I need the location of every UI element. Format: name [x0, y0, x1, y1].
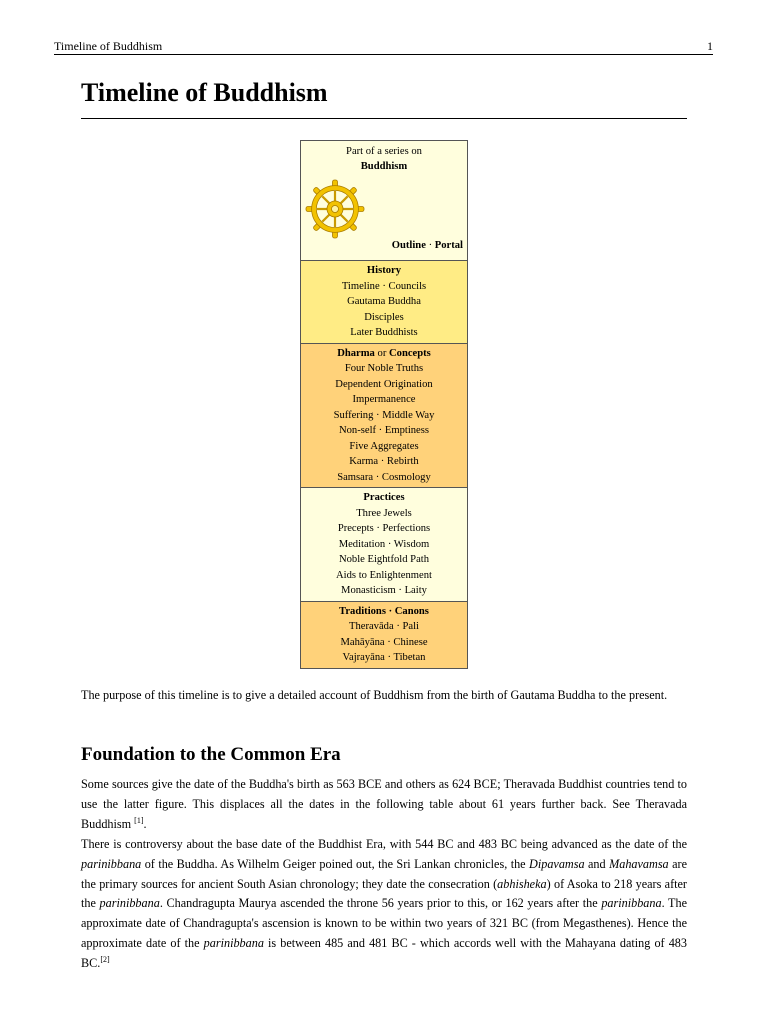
- italic-term: parinibbana: [81, 856, 142, 871]
- paragraph-buddhist-era: [81, 835, 687, 974]
- history-title[interactable]: History: [366, 265, 402, 276]
- text-run: . Chandragupta Maurya ascended the throne 56 years prior to this, or 162 years after the: [159, 896, 602, 911]
- concepts-link[interactable]: Concepts: [389, 347, 431, 359]
- or-word: or: [377, 347, 387, 359]
- paragraph-text: Some sources give the date of the Buddha's birth as 563 BCE and others as 624 BCE; Theravada Buddhist countries tend to use the latter figure. This displaces all the dates in the following table about 61 years further back. See Theravada Buddhism: [81, 777, 687, 831]
- italic-term: Mahavamsa: [609, 856, 669, 871]
- page-header: [54, 38, 713, 55]
- dharma-wheel-icon: [303, 177, 367, 241]
- buddhism-series-sidebar: [300, 140, 468, 669]
- sidebar-row[interactable]: Disciples: [364, 311, 404, 323]
- sidebar-row[interactable]: Dependent Origination: [335, 378, 433, 390]
- italic-term: parinibbana: [203, 935, 264, 950]
- sidebar-row[interactable]: Meditation · Wisdom: [338, 538, 430, 550]
- outline-link[interactable]: Outline: [391, 240, 426, 251]
- sidebar-row[interactable]: Non-self · Emptiness: [338, 425, 430, 436]
- series-label: Part of a series on: [346, 146, 422, 157]
- sidebar-row[interactable]: Impermanence: [352, 394, 416, 405]
- sidebar-row[interactable]: Vajrayāna · Tibetan: [342, 652, 426, 663]
- text-run: is between 485 and 481 BC - which accords well with the Mahayana dating of 483 BC.: [81, 935, 687, 970]
- sidebar-row[interactable]: Four Noble Truths: [344, 363, 424, 374]
- sidebar-row[interactable]: Aids to Enlightenment: [336, 569, 432, 581]
- sidebar-row[interactable]: Monasticism · Laity: [341, 585, 427, 596]
- italic-term: parinibbana: [99, 896, 160, 911]
- dharma-section: [301, 344, 467, 489]
- citation-link[interactable]: [1]: [134, 815, 144, 825]
- text-run: . The approximate date of Chandragupta's ascension is known to be within two years of 321 BC (from Megasthenes). Hence the approximate date of the: [81, 896, 688, 950]
- document-title: Timeline of Buddhism: [81, 76, 687, 119]
- section-heading: Foundation to the Common Era: [81, 744, 341, 765]
- running-title: Timeline of Buddhism: [54, 39, 163, 53]
- sidebar-row[interactable]: Suffering · Middle Way: [333, 409, 435, 421]
- sidebar-row[interactable]: Precepts · Perfections: [337, 523, 431, 534]
- sidebar-row[interactable]: Five Aggregates: [349, 440, 419, 452]
- practices-title[interactable]: Practices: [363, 492, 405, 503]
- sidebar-row[interactable]: Mahāyāna · Chinese: [340, 636, 428, 648]
- sidebar-row[interactable]: Timeline · Councils: [341, 280, 427, 292]
- italic-term: parinibbana: [601, 896, 662, 911]
- italic-term: abhisheka: [497, 876, 547, 891]
- text-run: There is controversy about the base date of the Buddhist Era, with 544 BC and 483 BC being advanced as the date of the: [81, 837, 687, 851]
- sidebar-row[interactable]: Karma · Rebirth: [349, 456, 419, 467]
- sidebar-header: [301, 141, 467, 261]
- page-number: 1: [707, 39, 713, 53]
- intro-paragraph: The purpose of this timeline is to give a detailed account of Buddhism from the birth of Gautama Buddha to the present.: [81, 688, 668, 702]
- sidebar-row[interactable]: Three Jewels: [356, 507, 412, 519]
- portal-link[interactable]: Portal: [434, 240, 463, 251]
- traditions-title[interactable]: Traditions · Canons: [339, 605, 429, 617]
- practices-section: [301, 488, 467, 602]
- dharma-link[interactable]: Dharma: [337, 347, 375, 359]
- sidebar-row[interactable]: Later Buddhists: [350, 327, 418, 338]
- citation-link[interactable]: [2]: [100, 954, 110, 964]
- sidebar-row[interactable]: Samsara · Cosmology: [337, 471, 431, 483]
- text-run: ) of Asoka to 218 years after the: [81, 876, 687, 911]
- sidebar-row[interactable]: Noble Eightfold Path: [338, 554, 430, 565]
- dharma-title: [301, 346, 467, 362]
- text-run: and: [584, 856, 610, 871]
- text-run: are the primary sources for ancient South Asian chronology; they date the consecration (: [81, 856, 687, 891]
- paragraph-end: .: [143, 816, 147, 831]
- sidebar-links: [392, 238, 463, 254]
- paragraph-birth-dates: [81, 775, 687, 834]
- sidebar-row[interactable]: Gautama Buddha: [347, 296, 421, 307]
- history-section: [301, 261, 467, 344]
- separator: ·: [428, 240, 433, 251]
- italic-term: Dipavamsa: [529, 856, 585, 871]
- traditions-section: [301, 602, 467, 668]
- sidebar-row[interactable]: Theravāda · Pali: [348, 621, 419, 632]
- text-run: of the Buddha. As Wilhelm Geiger poined out, the Sri Lankan chronicles, the: [141, 856, 530, 871]
- series-name-link[interactable]: Buddhism: [360, 161, 408, 172]
